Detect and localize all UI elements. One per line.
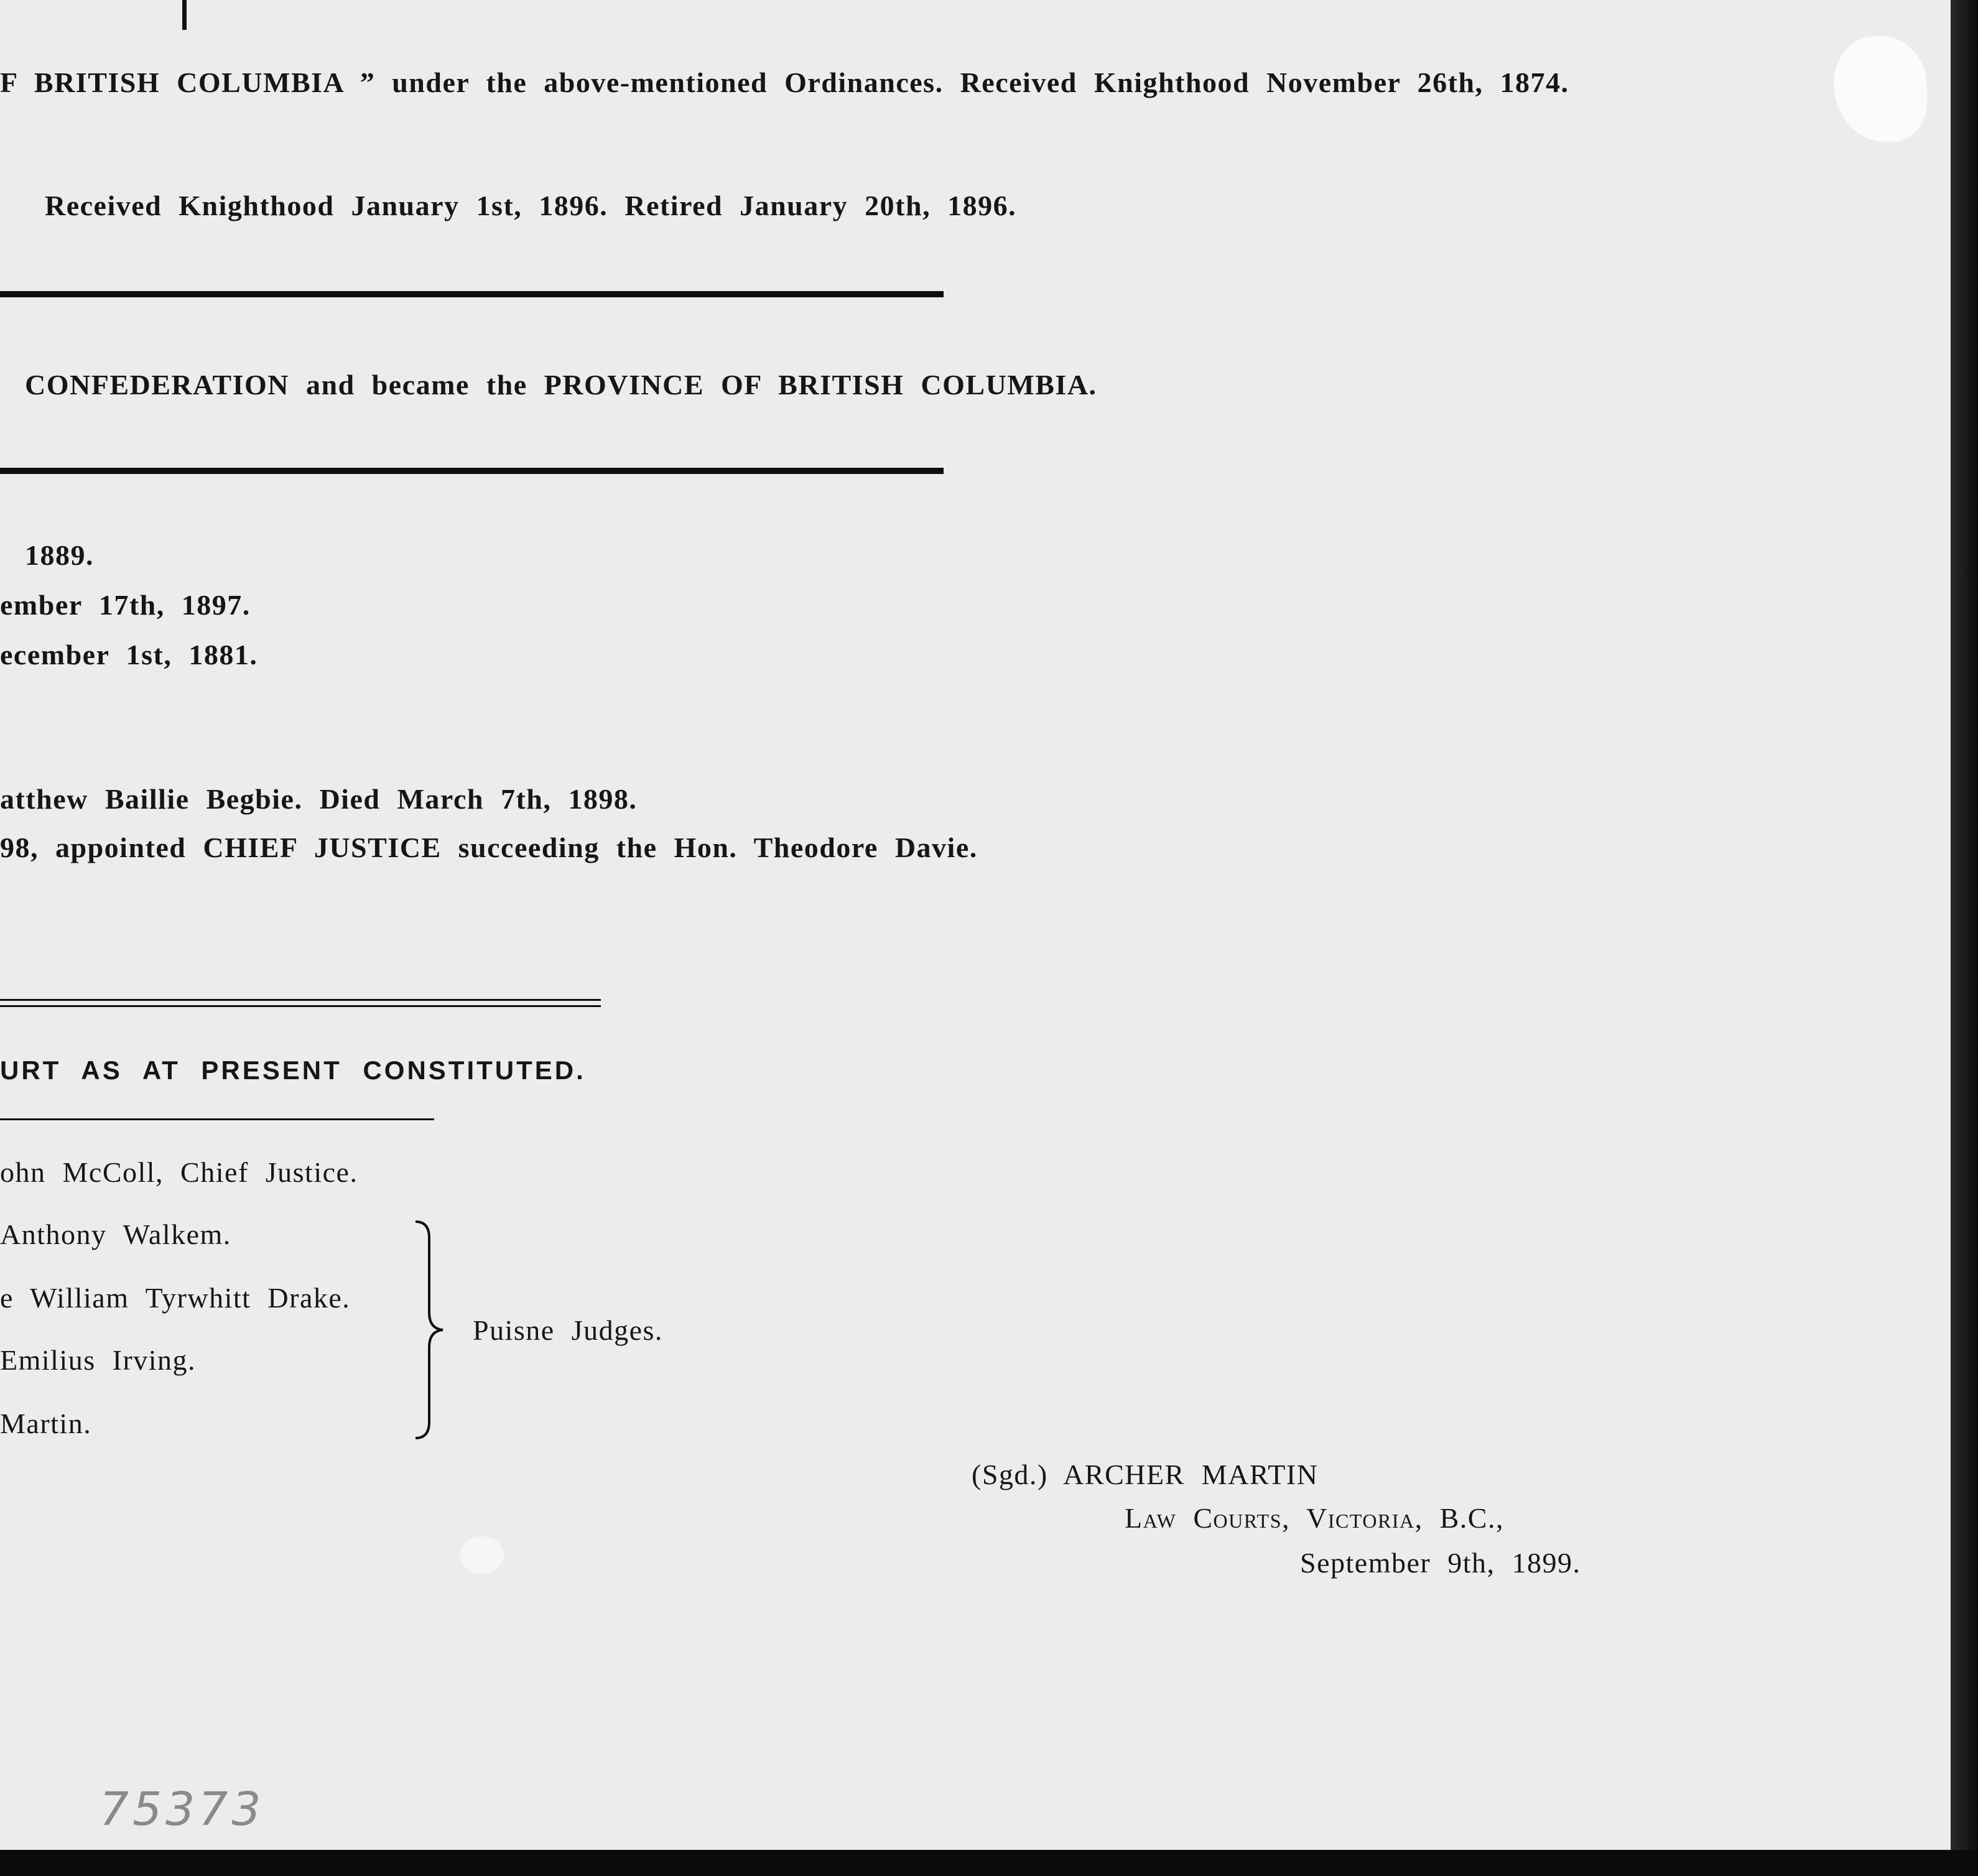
horizontal-rule	[0, 291, 944, 297]
court-heading: URT AS AT PRESENT CONSTITUTED.	[0, 1056, 586, 1085]
signature-line: (Sgd.) ARCHER MARTIN	[972, 1459, 1319, 1490]
puisne-judge-entry: Martin.	[0, 1408, 92, 1439]
confederation-line	[25, 371, 1097, 399]
chief-justice-title: CHIEF JUSTICE	[203, 832, 442, 863]
curly-brace	[412, 1219, 449, 1441]
date-line: ember 17th, 1897.	[0, 589, 251, 621]
paper-blemish	[1834, 36, 1927, 142]
signature-date: September 9th, 1899.	[1300, 1547, 1581, 1579]
date-line: 1889.	[25, 539, 94, 571]
double-rule-top	[0, 999, 601, 1001]
appointment-text: 98, appointed	[0, 832, 187, 863]
scan-border-right	[1951, 0, 1978, 1876]
double-rule-bottom	[0, 1005, 601, 1007]
confederation-term: CONFEDERATION	[25, 369, 290, 401]
puisne-judge-entry: Emilius Irving.	[0, 1344, 197, 1376]
signature-place: Law Courts, Victoria, B.C.,	[1125, 1502, 1504, 1534]
handwritten-accession-number: 75373	[100, 1783, 265, 1836]
puisne-judge-entry: e William Tyrwhitt Drake.	[0, 1282, 351, 1314]
knighthood-1896-line: Received Knighthood January 1st, 1896. Retired January 20th, 1896.	[45, 190, 1017, 221]
puisne-judge-entry: Anthony Walkem.	[0, 1219, 231, 1250]
top-tick-mark	[182, 0, 187, 30]
paper-blemish	[460, 1536, 504, 1574]
confederation-connector: and became the	[306, 369, 527, 401]
horizontal-rule	[0, 468, 944, 474]
date-line: ecember 1st, 1881.	[0, 639, 258, 671]
province-term: PROVINCE OF BRITISH COLUMBIA.	[544, 369, 1097, 401]
chief-justice-entry: ohn McColl, Chief Justice.	[0, 1156, 358, 1188]
begbie-line: atthew Baillie Begbie. Died March 7th, 1898.	[0, 783, 638, 815]
scan-border-bottom	[0, 1850, 1978, 1876]
heading-underline	[0, 1118, 434, 1120]
chief-justice-line	[0, 834, 978, 862]
puisne-judges-label: Puisne Judges.	[473, 1314, 663, 1346]
succession-text: succeeding the Hon. Theodore Davie.	[458, 832, 978, 863]
knighthood-1874-line: F BRITISH COLUMBIA ” under the above-mentioned Ordinances. Received Knighthood November 26th, 1874.	[0, 67, 1569, 98]
